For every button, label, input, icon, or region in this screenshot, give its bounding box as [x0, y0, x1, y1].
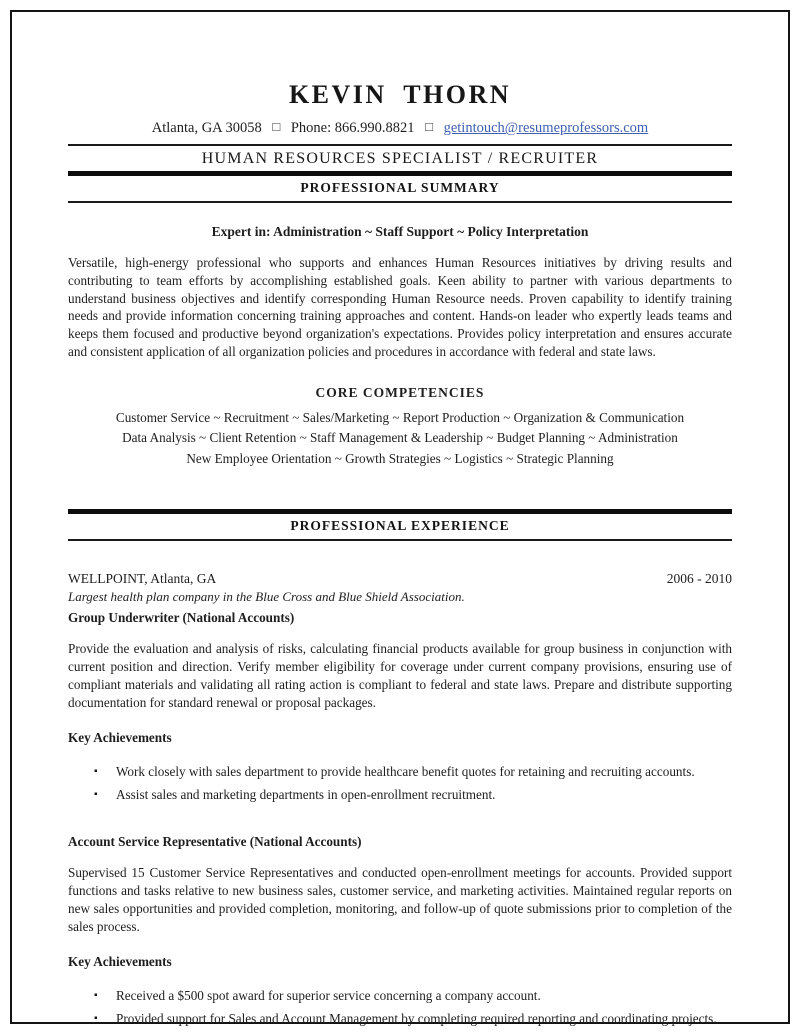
role-description: Provide the evaluation and analysis of risks, calculating financial products available for group business in conjunction with current position and direction. Verify member eligibility for coverage under current company provisions, ensuring use of compliant materials and validating all rating action is compliant to federal and state laws. Prepare and distribute supporting documentation for standard renewal or proposal packages. — [68, 641, 732, 710]
employer-name: WELLPOINT, Atlanta, GA — [68, 571, 217, 587]
square-bullet-icon: ▪ — [94, 789, 98, 801]
section-heading-summary: PROFESSIONAL SUMMARY — [68, 176, 732, 203]
summary-paragraph: Versatile, high-energy professional who supports and enhances Human Resources initiatives by driving results and contributing to team efforts by accomplishing established goals. Keen ability to partner with various departments to understand business objectives and identify corresponding Human Resource needs. Proven capability to identify training needs and provide information concerning training approaches and content. Hands-on leader who expertly leads teams and keeps them focused and productive beyond organization's expectations. Provides policy interpretation and ensures accurate and consistent application of all organization policies and procedures in accordance with federal and state laws. — [68, 255, 732, 360]
competency-line: Customer Service ~ Recruitment ~ Sales/Marketing ~ Report Production ~ Organization & Communication — [115, 409, 685, 425]
candidate-name: KEVIN THORN — [288, 80, 512, 109]
section-heading-experience: PROFESSIONAL EXPERIENCE — [68, 514, 732, 541]
email-link[interactable]: getintouch@resumeprofessors.com — [443, 120, 649, 136]
competency-line: Data Analysis ~ Client Retention ~ Staff Management & Leadership ~ Budget Planning ~ Administration — [122, 430, 678, 446]
employer-row — [68, 571, 732, 587]
contact-line — [68, 120, 732, 137]
expert-in-line: Expert in: Administration ~ Staff Support ~ Policy Interpretation — [211, 224, 589, 239]
achievement-text: Work closely with sales department to provide healthcare benefit quotes for retaining and recruiting accounts. — [116, 764, 695, 780]
location-text: Atlanta, GA 30058 — [151, 120, 262, 136]
box-separator-icon: □ — [425, 119, 433, 134]
achievements-list — [68, 763, 732, 804]
square-bullet-icon: ▪ — [94, 766, 98, 778]
divider-line — [68, 144, 732, 146]
role-title: Account Service Representative (National Accounts) — [68, 834, 362, 850]
competency-line: New Employee Orientation ~ Growth Strategies ~ Logistics ~ Strategic Planning — [186, 450, 614, 466]
core-competencies-list — [68, 408, 732, 469]
square-bullet-icon: ▪ — [94, 990, 98, 1002]
square-bullet-icon: ▪ — [94, 1013, 98, 1025]
achievement-item — [94, 786, 732, 804]
achievement-item — [94, 987, 732, 1005]
phone-text: Phone: 866.990.8821 — [290, 120, 415, 136]
key-achievements-heading: Key Achievements — [68, 954, 172, 970]
key-achievements-heading: Key Achievements — [68, 730, 172, 746]
achievement-text: Received a $500 spot award for superior service concerning a company account. — [116, 988, 541, 1004]
achievement-item — [94, 1010, 732, 1028]
professional-title: HUMAN RESOURCES SPECIALIST / RECRUITER — [201, 150, 599, 167]
core-competencies-heading: CORE COMPETENCIES — [315, 384, 485, 400]
box-separator-icon: □ — [272, 119, 281, 134]
employer-tagline: Largest health plan company in the Blue Cross and Blue Shield Association. — [68, 589, 465, 605]
role-title: Group Underwriter (National Accounts) — [68, 610, 295, 626]
role-description: Supervised 15 Customer Service Representatives and conducted open-enrollment meetings for accounts. Provided support functions and tasks relative to new business sales, customer service, and marketing activities. Maintained regular reports on new sales opportunities and provided completion, monitoring, and follow-up of quote submissions prior to completion of the sales process. — [68, 865, 732, 934]
achievements-list — [68, 987, 732, 1028]
achievement-item — [94, 763, 732, 781]
achievement-text: Assist sales and marketing departments in open-enrollment recruitment. — [116, 787, 496, 803]
resume-document — [68, 0, 732, 1028]
achievement-text: Provided support for Sales and Account Management by completing required reporting and coordinating projects. — [116, 1011, 717, 1027]
employment-dates: 2006 - 2010 — [666, 571, 732, 587]
